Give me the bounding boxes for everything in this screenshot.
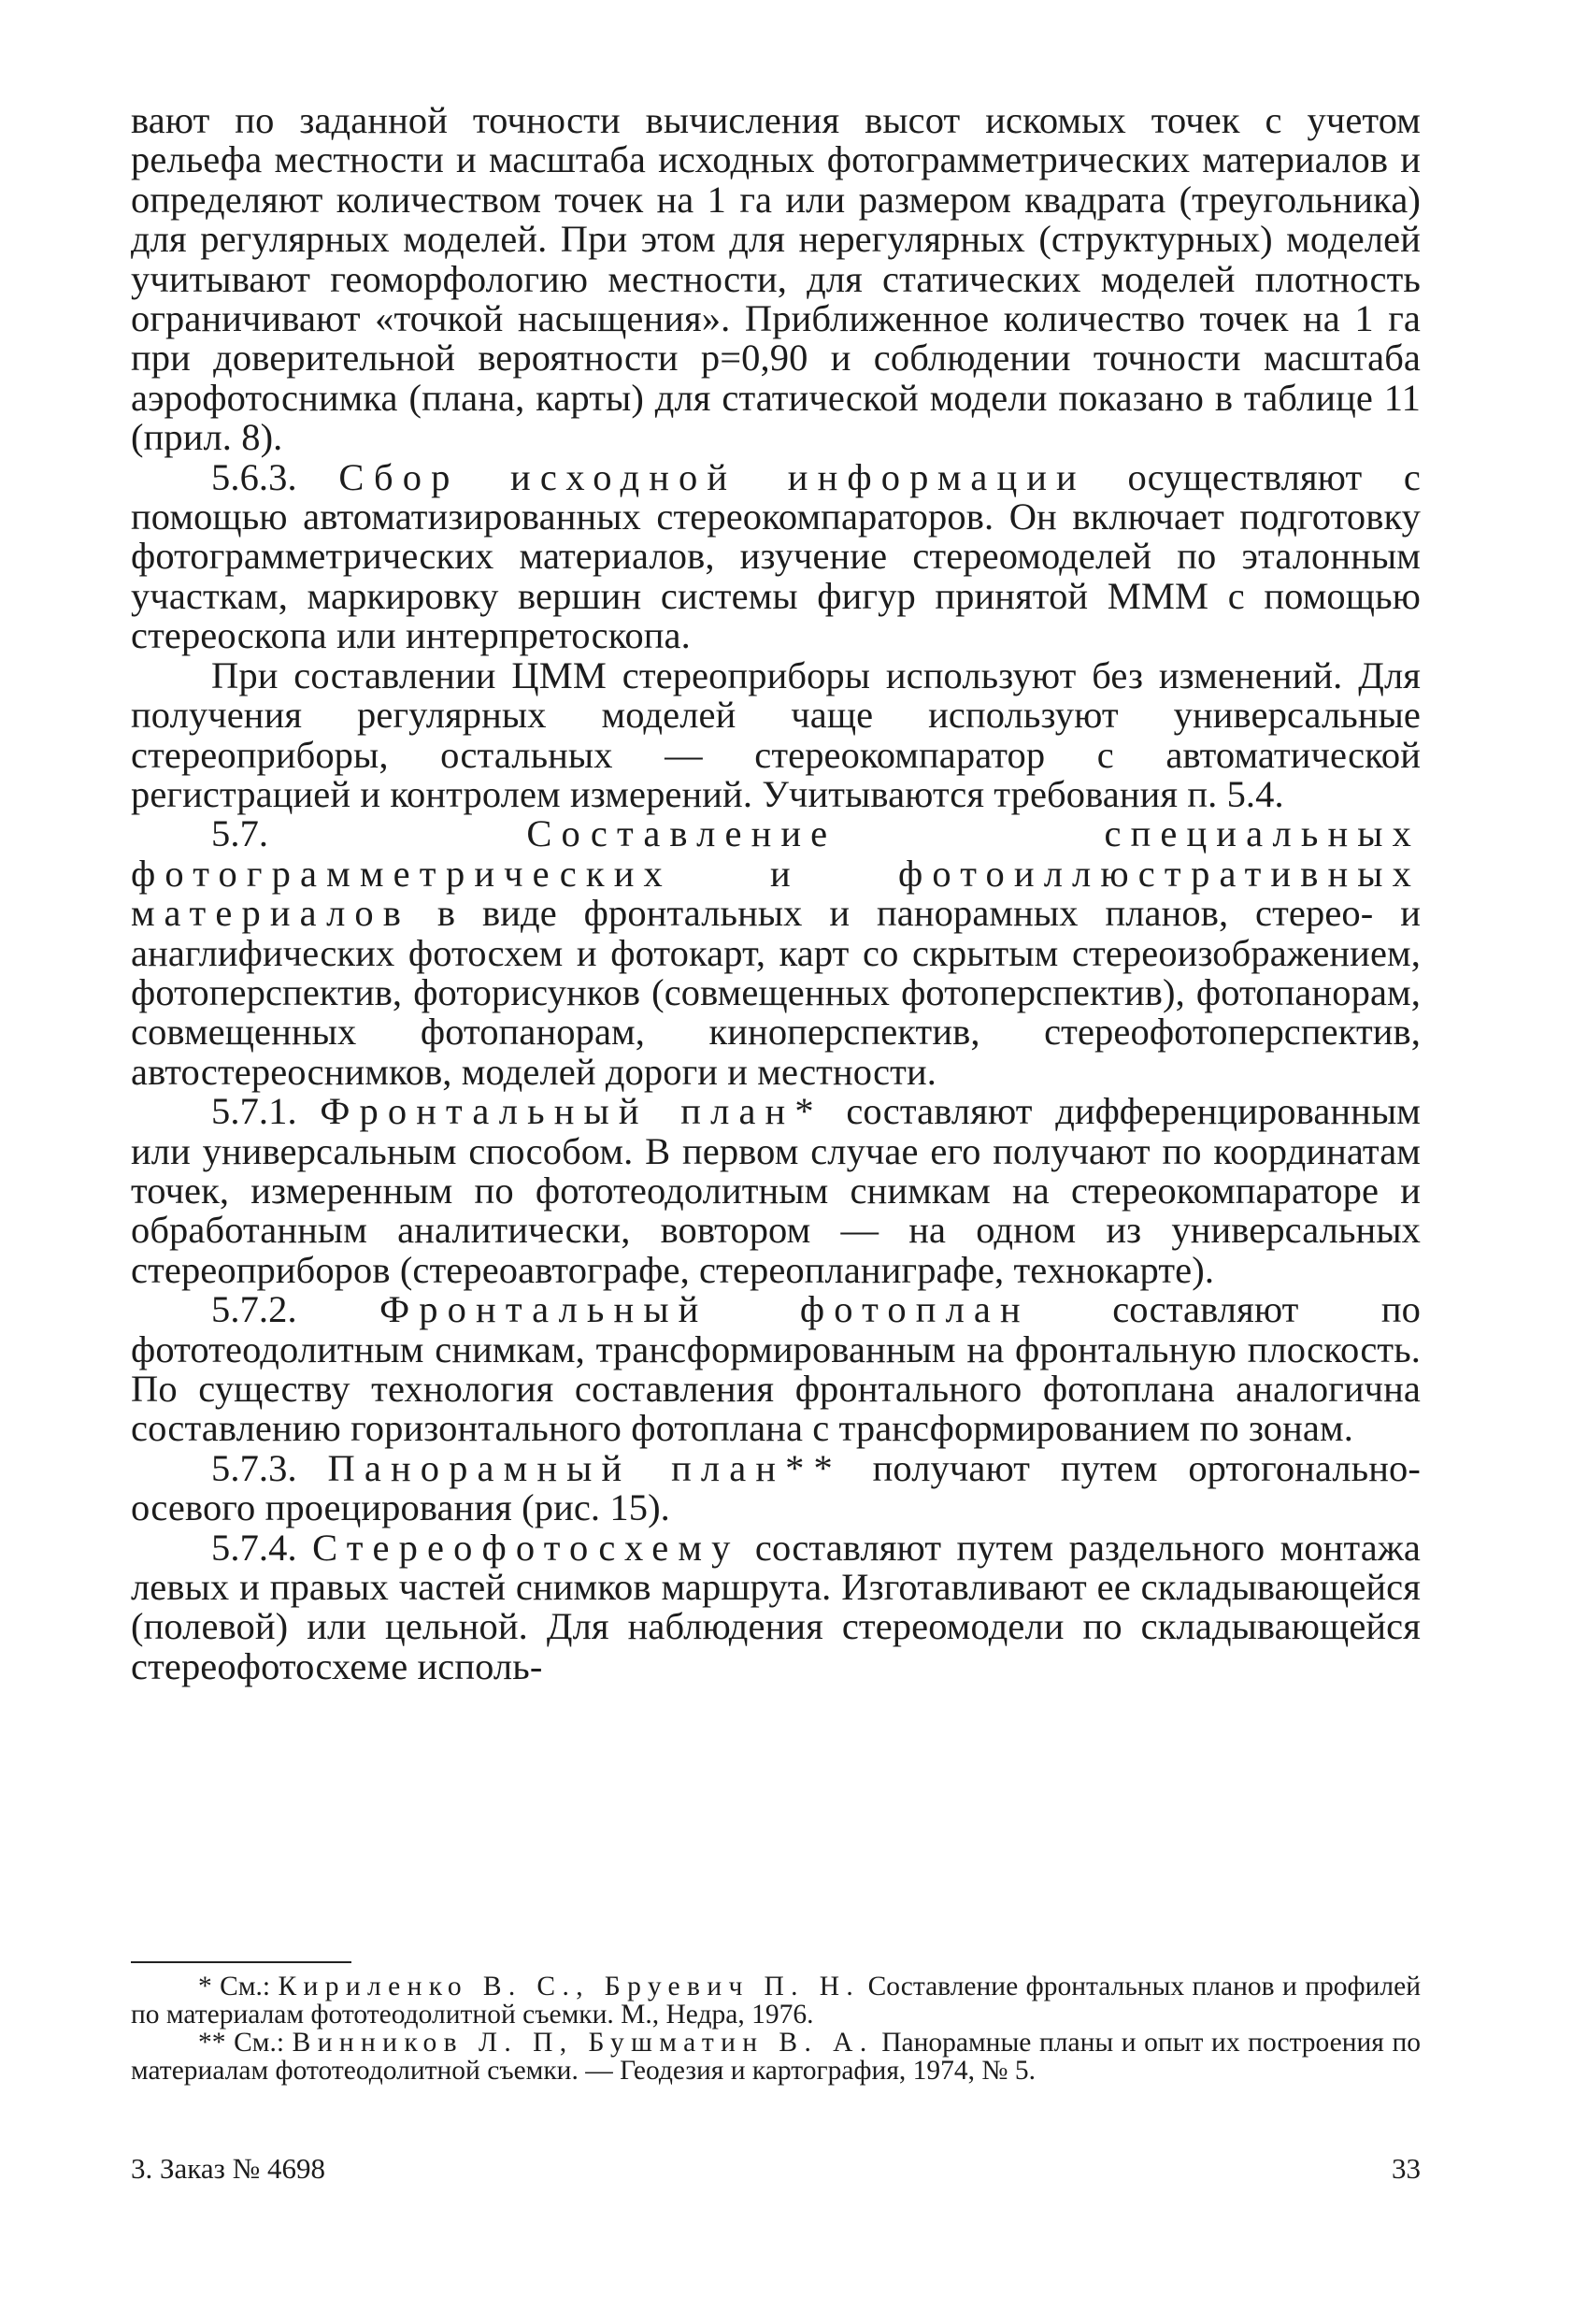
spaced-heading: Фронтальный фотоплан [379, 1288, 1030, 1331]
section-number: 5.7. [211, 812, 269, 855]
paragraph-text: составляют по фототеодолитным снимкам, трансформированным на фронтальную плоскость. По существу технология составления фронтального фотоплана аналогична составлению горизонтального фотоплана с трансформированием по зонам. [131, 1288, 1421, 1450]
footnote-mark: ** См.: [198, 2028, 285, 2058]
paragraph-text: получают путем ортогонально-осевого проецирования (рис. 15). [131, 1446, 1421, 1529]
section-number: 5.7.1. [211, 1090, 297, 1133]
spaced-heading: Составление специальных фотограмметрических и фотоиллюстративных материалов [131, 812, 1421, 935]
paragraph-1 [131, 101, 1421, 458]
spaced-heading: Панорамный план** [327, 1446, 842, 1489]
section-number: 5.7.2. [211, 1288, 297, 1331]
paragraph-tsmm [131, 653, 1421, 815]
paragraph-text: составляют дифференцированным или универсальным способом. В первом случае его получают по координатам точек, измеренным по фототеодолитным снимкам на стереокомпараторе и обработанным аналитически, вовтором — на одном из универсальных стереоприборов (стереоавтографе, стереопланиграфе, технокарте). [131, 1090, 1421, 1291]
paragraph-text: составляют путем раздельного монтажа левых и правых частей снимков маршрута. Изготавливают ее складывающейся (полевой) или цельной. Для наблюдения стереомодели по складывающейся стереофотосхеме исполь- [131, 1526, 1421, 1687]
paragraph-text: осуществляют с помощью автоматизированных стереокомпараторов. Он включает подготовку фотограмметрических материалов, изучение стереомоделей по эталонным участкам, маркировку вершин системы фигур принятой МММ с помощью стереоскопа или интерпретоскопа. [131, 455, 1421, 657]
footnote-divider [131, 1961, 351, 1963]
paragraph-5-7-3 [131, 1446, 1421, 1529]
paragraph-5-7-4 [131, 1528, 1421, 1687]
spaced-heading: Фронтальный план* [320, 1090, 823, 1133]
paragraph-text: вают по заданной точности вычисления высот искомых точек с учетом рельефа местности и масштаба исходных фотограмметрических материалов и определяют количеством точек на 1 га или размером квадрата (треугольника) для регулярных моделей. При этом для нерегулярных (структурных) моделей учитывают геоморфологию местности, для статических моделей плотность ограничивают «точкой насыщения». Приближенное количество точек на 1 га при доверительной вероятности p=0,90 и соблюдении точности масштаба аэрофотоснимка (плана, карты) для статической модели показано в таблице 11 (прил. 8). [131, 99, 1421, 459]
footnote-authors: Кириленко В. С., Бруевич П. Н. [278, 1972, 861, 2001]
section-number: 5.6.3. [211, 455, 297, 498]
paragraph-5-7-1 [131, 1092, 1421, 1290]
section-number: 5.7.3. [211, 1446, 297, 1489]
spaced-heading: Стереофотосхему [312, 1526, 740, 1569]
page-number: 33 [1392, 2152, 1421, 2185]
paragraph-5-7 [131, 814, 1421, 1092]
footnote-text: Составление фронтальных планов и профилей по материалам фототеодолитной съемки. М., Недра, 1976. [131, 1972, 1422, 2030]
paragraph-text: При составлении ЦММ стереоприборы используют без изменений. Для получения регулярных моделей чаще используют универсальные стереоприборы, остальных — стереокомпаратор с автоматической регистрацией и контролем измерений. Учитываются требования п. 5.4. [131, 653, 1421, 815]
spaced-heading: Сбор исходной информации [338, 455, 1086, 498]
printer-signature: 3. Заказ № 4698 [131, 2152, 325, 2185]
footnote-text: Панорамные планы и опыт их построения по материалам фототеодолитной съемки. — Геодезия и картография, 1974, № 5. [131, 2028, 1422, 2086]
footnotes [131, 1973, 1421, 2085]
footnote-2 [131, 2029, 1421, 2085]
paragraph-text: в виде фронтальных и панорамных планов, стерео- и анаглифических фотосхем и фотокарт, карт со скрытым стереоизображением, фотоперспектив, фоторисунков (совмещенных фотоперспектив), фотопанорам, совмещенных фотопанорам, киноперспектив, стереофотоперспектив, автостереоснимков, моделей дороги и местности. [131, 892, 1421, 1093]
footnote-mark: * См.: [198, 1972, 271, 2001]
footnote-1 [131, 1973, 1421, 2029]
main-text [131, 101, 1421, 1686]
paragraph-5-7-2 [131, 1290, 1421, 1449]
section-number: 5.7.4. [211, 1526, 297, 1569]
paragraph-5-6-3 [131, 455, 1421, 657]
footnote-authors: Винников Л. П, Бушматин В. А. [292, 2028, 874, 2058]
